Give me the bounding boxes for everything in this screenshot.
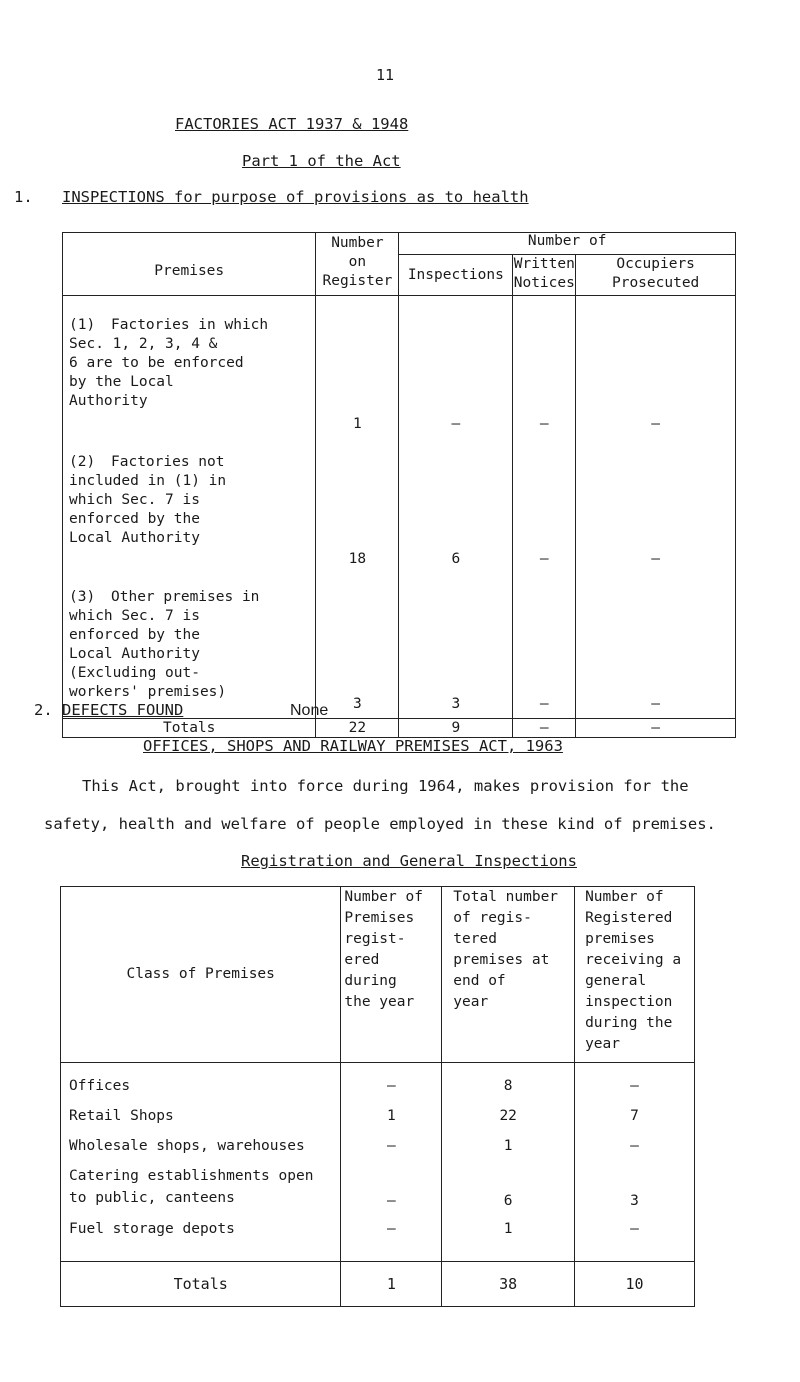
cell-total: 8 [442, 1063, 575, 1102]
cell-registered: – [341, 1213, 442, 1262]
cell-notices: – [513, 432, 576, 567]
cell-registered: – [341, 1063, 442, 1102]
table-row [61, 1131, 695, 1161]
cell-inspected: 7 [575, 1101, 695, 1131]
table-row: (3) Other premises in which Sec. 7 is enforced by the Local Authority (Excluding out- workers' premises) 3 3 – – [63, 567, 736, 719]
cell-inspections: 3 [399, 567, 513, 719]
section2-value: None [290, 702, 329, 719]
page-title: FACTORIES ACT 1937 & 1948 [175, 115, 409, 133]
cell-total: 1 [442, 1131, 575, 1161]
cell-registered: 1 [341, 1101, 442, 1131]
cell-inspected: – [575, 1131, 695, 1161]
header-written-notices: Written Notices [513, 255, 576, 296]
cell-prosecuted: – [576, 296, 736, 433]
registration-table [60, 886, 695, 1307]
totals-label: Totals [63, 719, 316, 738]
header-number-on-register: Number on Register [316, 233, 399, 296]
header-total-registered: Total number of regis- tered premises at end of year [442, 887, 575, 1063]
totals-notices: – [513, 719, 576, 738]
section1-title: INSPECTIONS for purpose of provisions as to health [62, 188, 529, 206]
cell-prosecuted: – [576, 567, 736, 719]
heading-offices-act: OFFICES, SHOPS AND RAILWAY PREMISES ACT, 1963 [143, 737, 563, 755]
totals-register: 22 [316, 719, 399, 738]
section2-title: DEFECTS FOUND [62, 701, 184, 719]
cell-inspected: 3 [575, 1161, 695, 1213]
cell-registered: – [341, 1161, 442, 1213]
cell-register: 1 [316, 296, 399, 433]
section2-number: 2. [34, 701, 53, 719]
header-occupiers-prosecuted: Occupiers Prosecuted [576, 255, 736, 296]
totals-total: 38 [442, 1262, 575, 1307]
totals-inspections: 9 [399, 719, 513, 738]
cell-total: 1 [442, 1213, 575, 1262]
inspections-table [62, 232, 736, 738]
cell-class: Offices [61, 1063, 341, 1102]
totals-row [63, 719, 736, 738]
header-premises: Premises [63, 233, 316, 296]
totals-row [61, 1262, 695, 1307]
cell-class: Wholesale shops, warehouses [61, 1131, 341, 1161]
table-row [61, 1101, 695, 1131]
header-class-of-premises: Class of Premises [61, 887, 341, 1063]
table-row [61, 1161, 695, 1213]
cell-total: 22 [442, 1101, 575, 1131]
header-receiving-inspection: Number of Registered premises receiving a general inspection during the year [575, 887, 695, 1063]
cell-prosecuted: – [576, 432, 736, 567]
cell-inspected: – [575, 1063, 695, 1102]
row-label: (1) Factories in which Sec. 1, 2, 3, 4 & 6 are to be enforced by the Local Authority [69, 317, 269, 409]
totals-registered: 1 [341, 1262, 442, 1307]
cell-total: 6 [442, 1161, 575, 1213]
paragraph-line-2: safety, health and welfare of people employed in these kind of premises. [44, 815, 716, 833]
cell-class: Retail Shops [61, 1101, 341, 1131]
table-row [63, 296, 736, 433]
table-row [61, 1213, 695, 1262]
page-number: 11 [376, 66, 395, 84]
table-row [61, 1063, 695, 1102]
cell-register: 3 [316, 567, 399, 719]
cell-class: Fuel storage depots [61, 1213, 341, 1262]
cell-notices: – [513, 567, 576, 719]
paragraph-line-1: This Act, brought into force during 1964, makes provision for the [82, 777, 689, 795]
header-registered-during-year: Number of Premises regist- ered during the year [341, 887, 442, 1063]
part-subtitle: Part 1 of the Act [242, 152, 401, 170]
section1-number: 1. [14, 188, 33, 206]
heading-registration: Registration and General Inspections [241, 852, 577, 870]
totals-prosecuted: – [576, 719, 736, 738]
totals-label: Totals [61, 1262, 341, 1307]
cell-inspected: – [575, 1213, 695, 1262]
table-row: (2) Factories not included in (1) in which Sec. 7 is enforced by the Local Authority 18 6 – – [63, 432, 736, 567]
header-number-of: Number of [399, 233, 736, 255]
cell-class: Catering establishments open to public, canteens [61, 1161, 341, 1213]
header-inspections: Inspections [399, 255, 513, 296]
cell-registered: – [341, 1131, 442, 1161]
cell-notices: – [513, 296, 576, 433]
cell-inspections: 6 [399, 432, 513, 567]
totals-inspected: 10 [575, 1262, 695, 1307]
cell-register: 18 [316, 432, 399, 567]
cell-inspections: – [399, 296, 513, 433]
